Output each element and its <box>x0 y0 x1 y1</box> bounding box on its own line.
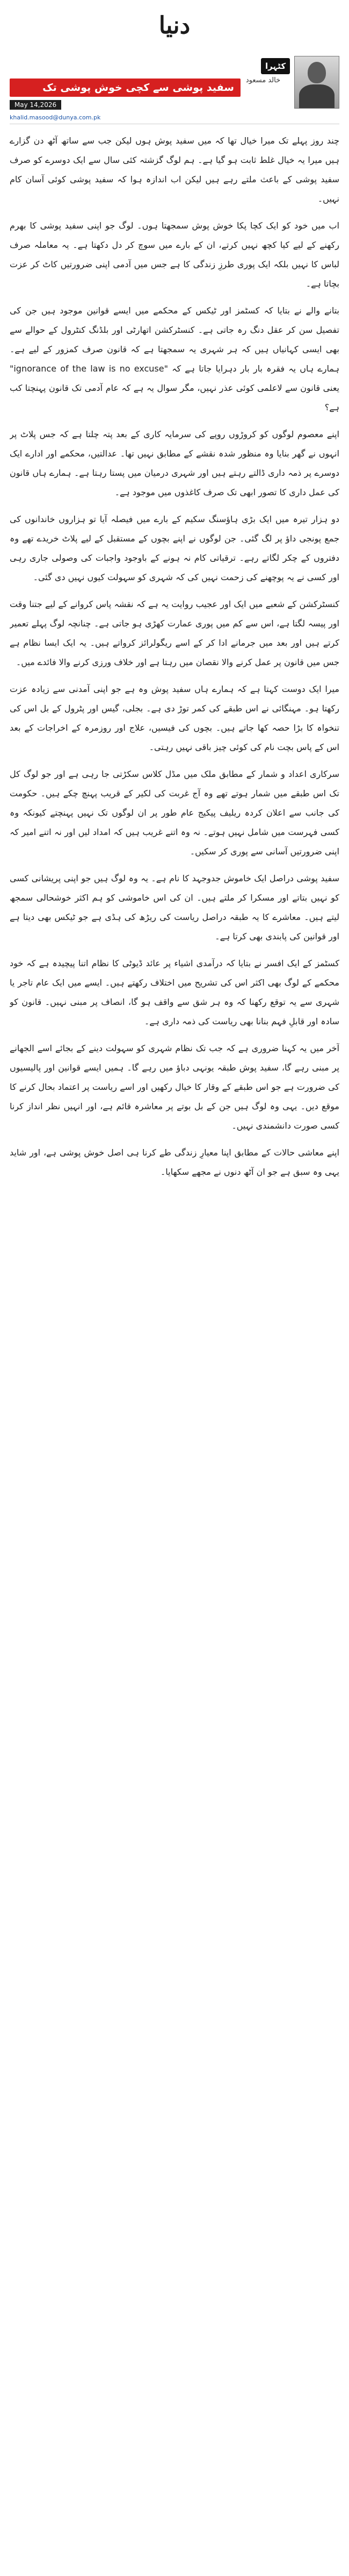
masthead <box>0 0 349 49</box>
column-badge: کٹہرا <box>261 58 290 74</box>
article-paragraph: کنسٹرکشن کے شعبے میں ایک اور عجیب روایت یہ ہے کہ نقشہ پاس کروانے کے لیے جتنا وقت اور پیسہ لگتا ہے، اس سے کم میں پوری عمارت کھڑی ہو جاتی ہے۔ چنانچہ لوگ پہلے تعمیر کرتے ہیں اور بعد میں جرمانے ادا کر کے اسے ریگولرائز کرواتے ہیں۔ یہ ایک ایسا نظام ہے جس میں قانون پر عمل کرنے والا نقصان میں رہتا ہے اور خلاف ورزی کرنے والا فائدے میں۔ <box>10 599 339 667</box>
author-name: خالد مسعود <box>245 76 281 84</box>
article-paragraph: اپنے معصوم لوگوں کو کروڑوں روپے کی سرمایہ کاری کے بعد پتہ چلتا ہے کہ جس پلاٹ پر انہوں نے گھر بنایا وہ منظور شدہ نقشے کے مطابق نہیں تھا۔ عدالتیں، محکمے اور ادارے ایک دوسرے پر ذمہ داری ڈالتے رہتے ہیں اور شہری درمیان میں پستا رہتا ہے۔ ہمارے ہاں قانون کی عمل داری کا تصور ابھی تک صرف کاغذوں میں موجود ہے۔ <box>10 429 339 497</box>
article-paragraph: کسٹمز کے ایک افسر نے بتایا کہ درآمدی اشیاء پر عائد ڈیوٹی کا نظام اتنا پیچیدہ ہے کہ خود محکمے کے لوگ بھی اکثر اس کی تشریح میں اختلاف رکھتے ہیں۔ ایسے میں ایک عام تاجر یا شہری سے یہ توقع رکھنا کہ وہ ہر شق سے واقف ہو گا، انصاف پر مبنی نہیں۔ قانون کو سادہ اور قابلِ فہم بنانا بھی ریاست کی ذمہ داری ہے۔ <box>10 958 339 1026</box>
author-email[interactable]: khalid.masood@dunya.com.pk <box>10 114 101 121</box>
article-paragraph: میرا ایک دوست کہتا ہے کہ ہمارے ہاں سفید پوش وہ ہے جو اپنی آمدنی سے زیادہ عزت رکھتا ہو۔ مہنگائی نے اس طبقے کی کمر توڑ دی ہے۔ بجلی، گیس اور پٹرول کے بل اس کی تنخواہ کا بڑا حصہ کھا جاتے ہیں۔ بچوں کی فیسیں، علاج اور روزمرہ کے اخراجات کے بعد اس کے پاس بچت نام کی کوئی چیز باقی نہیں رہتی۔ <box>10 684 339 752</box>
article-body <box>10 131 339 2561</box>
article-paragraph: بتانے والے نے بتایا کہ کسٹمز اور ٹیکس کے محکمے میں ایسے قوانین موجود ہیں جن کی تفصیل سن کر عقل دنگ رہ جاتی ہے۔ کنسٹرکشن اتھارٹی اور بلڈنگ کنٹرول کے حوالے سے بھی ایسی کہانیاں ہیں کہ ہر شہری یہ سمجھتا ہے کہ قانون صرف کمزور کے لیے ہے۔ ہمارے ہاں یہ فقرہ بار بار دہرایا جاتا ہے کہ "ignorance of the law is no excuse" یعنی قانون سے لاعلمی کوئی عذر نہیں، مگر سوال یہ ہے کہ عام آدمی تک قانون پہنچتا کب ہے؟ <box>10 305 339 412</box>
article-paragraph: دو ہزار تیرہ میں ایک بڑی ہاؤسنگ سکیم کے بارے میں فیصلہ آیا تو ہزاروں خاندانوں کی جمع پونجی داؤ پر لگ گئی۔ جن لوگوں نے اپنے بچوں کے مستقبل کے لیے پلاٹ خریدے تھے وہ دفتروں کے چکر لگاتے رہے۔ ترقیاتی کام نہ ہونے کے باوجود واجبات کی وصولی جاری رہی اور کسی نے یہ پوچھنے کی زحمت نہیں کی کہ شہری کو سہولت کیوں نہیں دی گئی۔ <box>10 514 339 582</box>
column-header <box>10 54 339 121</box>
author-photo-body <box>299 84 335 109</box>
article-paragraph: سفید پوشی دراصل ایک خاموش جدوجہد کا نام ہے۔ یہ وہ لوگ ہیں جو اپنی پریشانی کسی کو نہیں بتاتے اور مسکرا کر ملتے ہیں۔ ان کی اس خاموشی کو ہم اکثر خوشحالی سمجھ لیتے ہیں۔ معاشرے کا یہ طبقہ دراصل ریاست کی ریڑھ کی ہڈی ہے جو ٹیکس بھی دیتا ہے اور قوانین کی پابندی بھی کرتا ہے۔ <box>10 873 339 941</box>
logo-text: دنیا <box>158 12 191 39</box>
article-paragraph: آخر میں یہ کہنا ضروری ہے کہ جب تک نظام شہری کو سہولت دینے کے بجائے اسے الجھانے پر مبنی رہے گا، سفید پوش طبقہ یونہی دباؤ میں رہے گا۔ ہمیں ایسے قوانین اور پالیسیوں کی ضرورت ہے جو اس طبقے کے وقار کا خیال رکھیں اور اسے ریاست پر اعتماد بحال کرنے کا موقع دیں۔ یہی وہ لوگ ہیں جن کے بل بوتے پر معاشرہ قائم ہے، اور انہیں نظر انداز کرنا کسی صورت دانشمندی نہیں۔ <box>10 1043 339 1131</box>
article-headline: سفید پوشی سے کچی خوش پوشی تک <box>10 79 241 97</box>
article-paragraph: سرکاری اعداد و شمار کے مطابق ملک میں مڈل کلاس سکڑتی جا رہی ہے اور جو لوگ کل تک اس طبقے میں شمار ہوتے تھے وہ آج غربت کی لکیر کے قریب پہنچ چکے ہیں۔ حکومت کی جانب سے اعلان کردہ ریلیف پیکیج عام طور پر ان لوگوں تک نہیں پہنچتے کیونکہ وہ کسی فہرست میں شامل نہیں ہوتے۔ نہ وہ اتنے غریب ہیں کہ امداد لیں اور نہ اتنے امیر کہ اپنی ضرورتیں آسانی سے پوری کر سکیں۔ <box>10 769 339 857</box>
author-photo <box>294 56 339 109</box>
author-photo-head <box>308 62 326 83</box>
newspaper-logo[interactable] <box>141 4 208 45</box>
article-paragraph: اپنے معاشی حالات کے مطابق اپنا معیارِ زندگی طے کرنا ہی اصل خوش پوشی ہے، اور شاید یہی وہ سبق ہے جو ان آٹھ دنوں نے مجھے سکھایا۔ <box>10 1147 339 1177</box>
publish-date: May 14,2026 <box>10 100 61 110</box>
article-paragraph: چند روز پہلے تک میرا خیال تھا کہ میں سفید پوش ہوں لیکن جب سے ساتھ آٹھ دن گزارے ہیں میرا یہ خیال غلط ثابت ہو گیا ہے۔ ہم لوگ گزشتہ کئی سال سے ایک دوسرے کو صرف سفید پوشی کے باعث ملتے رہے ہیں لیکن اب اندازہ ہوا کہ سفید پوشی کوئی آسان کام نہیں۔ <box>10 135 339 204</box>
article-paragraph: اب میں خود کو ایک کچا پکا خوش پوش سمجھتا ہوں۔ لوگ جو اپنی سفید پوشی کا بھرم رکھنے کے لیے کیا کچھ نہیں کرتے، ان کے بارے میں سوچ کر دل دکھتا ہے۔ یہ معاملہ صرف لباس کا نہیں بلکہ ایک پوری طرزِ زندگی کا ہے جس میں آدمی اپنی ضرورتیں کاٹ کر عزت بچاتا ہے۔ <box>10 220 339 289</box>
